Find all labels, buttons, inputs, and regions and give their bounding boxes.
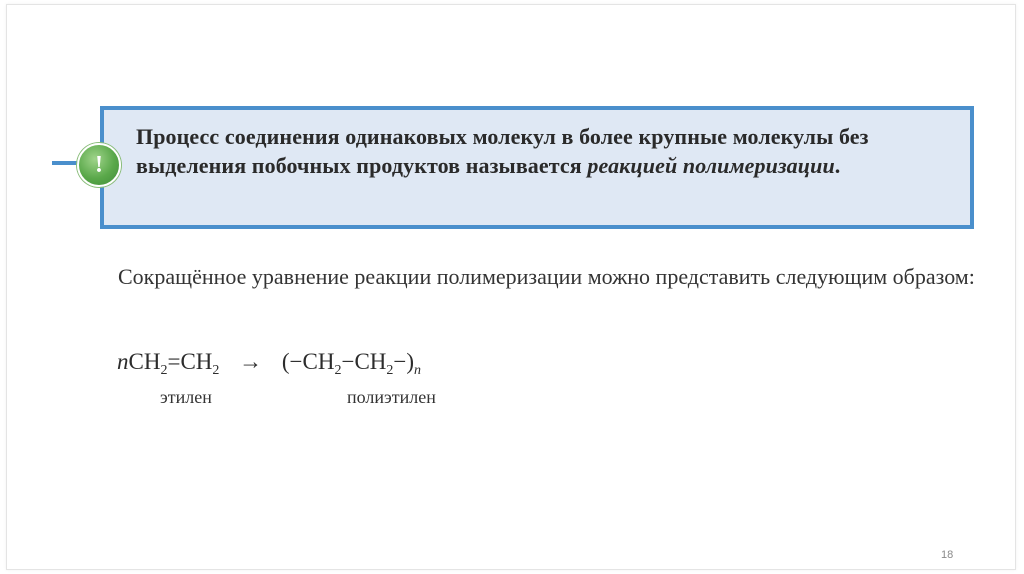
caption-ethylene: этилен (160, 387, 212, 407)
equation-double-bond: = (167, 349, 181, 374)
definition-main-text: Процесс соединения одинаковых молекул в более крупные молекулы без выделения побочных продуктов называется (136, 124, 869, 178)
definition-text (136, 122, 950, 180)
polymerization-equation (117, 349, 421, 379)
equation-product-close: −) (393, 349, 415, 374)
equation-reactant-2: CH (180, 349, 213, 374)
equation-subscript: 2 (334, 363, 342, 378)
equation-subscript: 2 (212, 363, 220, 378)
equation-coefficient: n (117, 349, 129, 374)
exclamation-icon: ! (77, 143, 121, 187)
equation-subscript: 2 (160, 363, 168, 378)
equation-subscript: 2 (386, 363, 394, 378)
slide (6, 4, 1016, 570)
definition-callout (100, 106, 974, 229)
equation-product-index: n (414, 363, 422, 378)
equation-reactant: CH (128, 349, 161, 374)
intro-paragraph: Сокращённое уравнение реакции полимеризации можно представить следующим образом: (118, 264, 975, 289)
definition-term: реакцией полимеризации (587, 153, 835, 178)
equation-product-open: (−CH (281, 349, 335, 374)
definition-end: . (834, 153, 841, 178)
equation-product-mid: −CH (341, 349, 387, 374)
equation-arrow: → (239, 349, 263, 374)
caption-polyethylene: полиэтилен (347, 387, 436, 407)
page-number: 18 (941, 549, 954, 561)
